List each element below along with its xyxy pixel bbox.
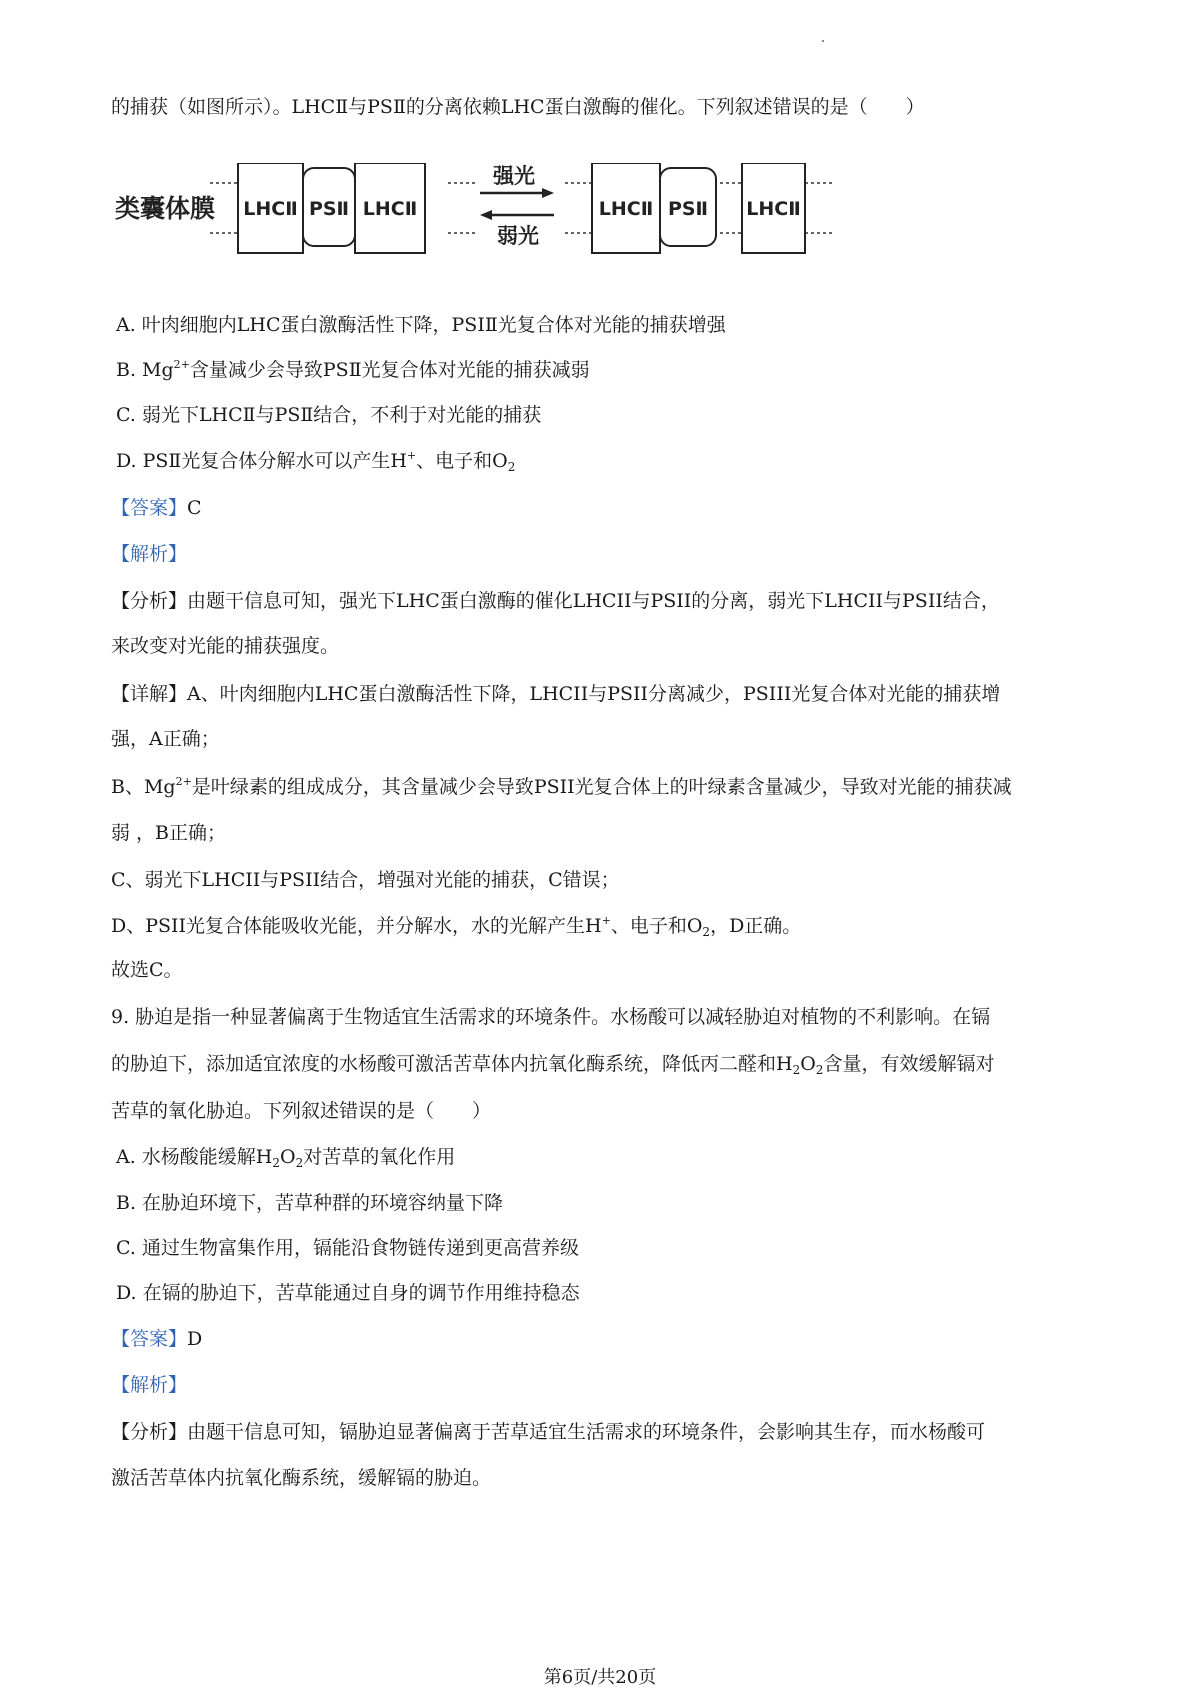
q9-fenxi-line-2: 激活苦草体内抗氧化酶系统，缓解镉的胁迫。 xyxy=(111,1467,492,1489)
q9-option-d: D. 在镉的胁迫下，苦草能通过自身的调节作用维持稳态 xyxy=(116,1282,580,1304)
q9-option-b: B. 在胁迫环境下，苦草种群的环境容纳量下降 xyxy=(116,1192,504,1214)
option-b: B. $Mg^{2+}$含量减少会导致PSⅡ光复合体对光能的捕获减弱 xyxy=(116,358,590,381)
page-footer: 第6页/共20页 xyxy=(543,1667,657,1688)
conclusion: 故选C。 xyxy=(111,959,183,981)
q9-analysis-label: 【解析】 xyxy=(111,1374,188,1396)
xiangjie-b: B、$Mg^{2+}$是叶绿素的组成成分，其含量减少会导致PSII光复合体上的叶绿素含量减少，导致对光能的捕获减 xyxy=(111,775,1012,798)
q9-option-c: C. 通过生物富集作用，镉能沿食物链传递到更高营养级 xyxy=(116,1237,579,1259)
q9-stem-2: 的胁迫下，添加适宜浓度的水杨酸可激活苦草体内抗氧化酶系统，降低丙二醛和$H_2O_2$含量，有效缓解镉对 xyxy=(111,1053,995,1077)
xiangjie-a-cont: 强，A正确； xyxy=(111,728,220,750)
lhc-label: LHCⅡ xyxy=(746,198,801,220)
fenxi-line-2: 来改变对光能的捕获强度。 xyxy=(111,635,340,657)
q9-stem-3: 苦草的氧化胁迫。下列叙述错误的是（ ） xyxy=(111,1100,492,1122)
xiangjie-c: C、弱光下LHCII与PSII结合，增强对光能的捕获，C错误； xyxy=(111,869,620,891)
membrane-label: 类囊体膜 xyxy=(115,194,216,223)
ps-label: PSⅡ xyxy=(308,198,350,220)
fenxi-line: 【分析】由题干信息可知，强光下LHC蛋白激酶的催化LHCII与PSII的分离，弱光下LHCII与PSII结合， xyxy=(111,590,1000,612)
answer-line: 【答案】C xyxy=(111,497,202,519)
q9-answer-line: 【答案】D xyxy=(111,1328,203,1350)
analysis-label: 【解析】 xyxy=(111,543,188,565)
weak-light-label: 弱光 xyxy=(497,224,539,248)
xiangjie-line: 【详解】A、叶肉细胞内LHC蛋白激酶活性下降，LHCII与PSII分离减少，PSIII光复合体对光能的捕获增 xyxy=(111,683,1001,705)
lhc-label: LHCⅡ xyxy=(243,198,298,220)
thylakoid-figure xyxy=(110,163,930,283)
lhc-label: LHCⅡ xyxy=(362,198,418,220)
q9-option-a: A. 水杨酸能缓解$H_2O_2$对苦草的氧化作用 xyxy=(116,1146,456,1170)
q9-fenxi-line: 【分析】由题干信息可知，镉胁迫显著偏离于苦草适宜生活需求的环境条件，会影响其生存，而水杨酸可 xyxy=(111,1421,986,1443)
q9-stem-1: 9. 胁迫是指一种显著偏离于生物适宜生活需求的环境条件。水杨酸可以减轻胁迫对植物的不利影响。在镉 xyxy=(111,1006,991,1028)
scan-speck xyxy=(822,40,824,42)
strong-light-label: 强光 xyxy=(493,164,535,188)
left-arrow-head xyxy=(480,210,492,220)
lhc-label: LHCⅡ xyxy=(598,198,654,220)
option-a: A. 叶肉细胞内LHC蛋白激酶活性下降，PSⅠⅡ光复合体对光能的捕获增强 xyxy=(116,314,726,336)
xiangjie-b-cont: 弱 ，B正确； xyxy=(111,822,227,844)
option-d: D. PSⅡ光复合体分解水可以产生H+、电子和$O_2$ xyxy=(116,449,516,474)
right-arrow-head xyxy=(542,188,554,198)
xiangjie-d: D、PSII光复合体能吸收光能，并分解水，水的光解产生H+、电子和$O_2$，D正确。 xyxy=(111,914,802,939)
ps-label: PSⅡ xyxy=(667,198,709,220)
option-c: C. 弱光下LHCⅡ与PSⅡ结合，不利于对光能的捕获 xyxy=(116,404,542,426)
question-intro-line: 的捕获（如图所示）。LHCⅡ与PSⅡ的分离依赖LHC蛋白激酶的催化。下列叙述错误的是（ ） xyxy=(111,96,925,118)
